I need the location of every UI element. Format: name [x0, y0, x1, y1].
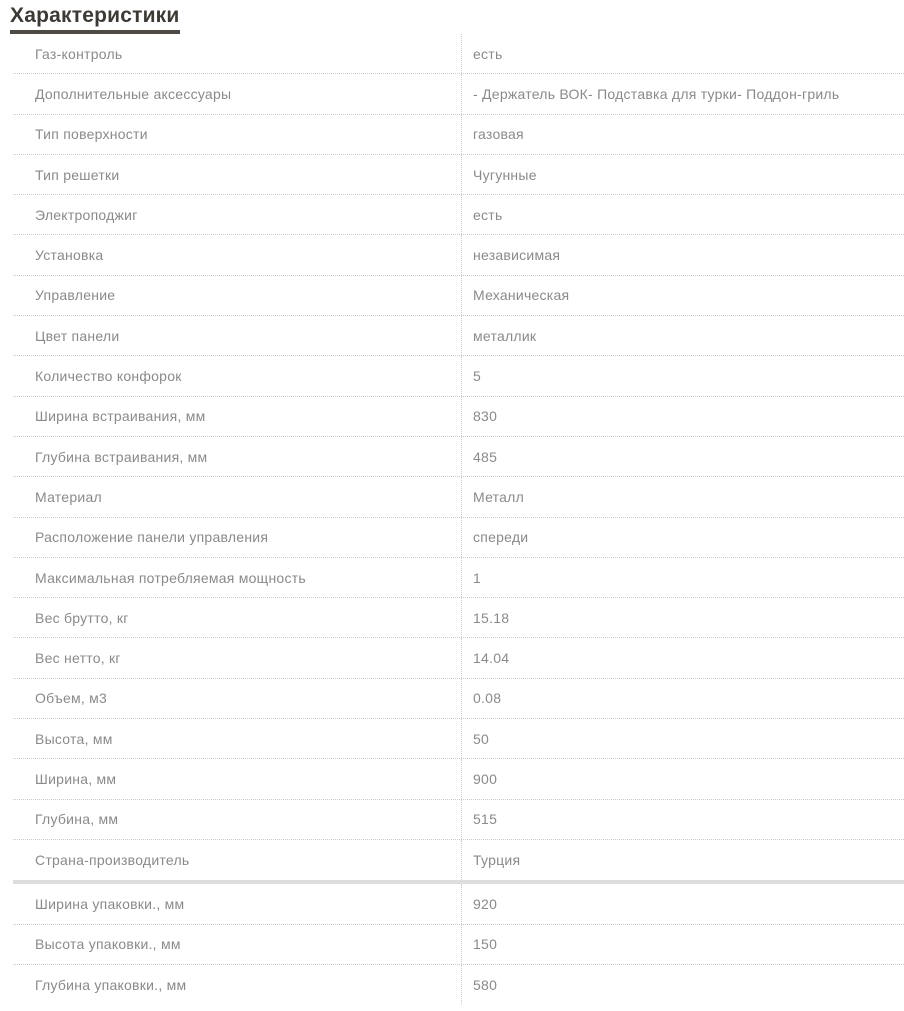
- spec-value: спереди: [461, 518, 904, 557]
- spec-label: Управление: [35, 287, 116, 304]
- spec-row: [13, 356, 904, 396]
- spec-label: Установка: [35, 247, 104, 264]
- spec-value: 900: [461, 759, 904, 798]
- spec-value: 15.18: [461, 598, 904, 637]
- spec-label: Высота, мм: [35, 730, 113, 747]
- spec-row: [13, 155, 904, 195]
- spec-row: [13, 477, 904, 517]
- spec-value: Металл: [461, 477, 904, 516]
- spec-label: Максимальная потребляемая мощность: [35, 569, 306, 586]
- spec-value: 150: [461, 925, 904, 964]
- spec-value: газовая: [461, 115, 904, 154]
- spec-group-main: [13, 34, 904, 884]
- spec-label: Количество конфорок: [35, 368, 182, 385]
- spec-value: есть: [461, 34, 904, 73]
- spec-value: 580: [461, 965, 904, 1005]
- spec-row: [13, 759, 904, 799]
- spec-row: [13, 965, 904, 1005]
- spec-value: 920: [461, 884, 904, 923]
- spec-row: [13, 115, 904, 155]
- spec-label: Вес брутто, кг: [35, 609, 129, 626]
- spec-row: [13, 840, 904, 880]
- spec-label: Ширина встраивания, мм: [35, 408, 206, 425]
- spec-value: 1: [461, 558, 904, 597]
- spec-label: Ширина упаковки., мм: [35, 895, 185, 912]
- spec-value: 485: [461, 437, 904, 476]
- spec-row: [13, 397, 904, 437]
- spec-row: [13, 34, 904, 74]
- spec-value: 50: [461, 719, 904, 758]
- spec-row: [13, 638, 904, 678]
- spec-label: Тип решетки: [35, 166, 120, 183]
- spec-row: [13, 276, 904, 316]
- spec-row: [13, 195, 904, 235]
- spec-row: [13, 719, 904, 759]
- spec-row: [13, 316, 904, 356]
- spec-row: [13, 598, 904, 638]
- spec-value: Турция: [461, 840, 904, 880]
- spec-value: Чугунные: [461, 155, 904, 194]
- spec-label: Объем, м3: [35, 690, 108, 707]
- spec-row: [13, 925, 904, 965]
- spec-group-packaging: [13, 884, 904, 1005]
- spec-label: Глубина встраивания, мм: [35, 448, 208, 465]
- spec-label: Ширина, мм: [35, 770, 117, 787]
- spec-value: 5: [461, 356, 904, 395]
- spec-label: Глубина, мм: [35, 811, 119, 828]
- spec-row: [13, 74, 904, 114]
- spec-label: Тип поверхности: [35, 126, 148, 143]
- spec-row: [13, 558, 904, 598]
- spec-value: - Держатель ВОК- Подставка для турки- Поддон-гриль: [461, 74, 904, 113]
- spec-label: Страна-производитель: [35, 852, 190, 869]
- spec-label: Газ-контроль: [35, 45, 123, 62]
- spec-value: есть: [461, 195, 904, 234]
- spec-value: 14.04: [461, 638, 904, 677]
- spec-row: [13, 800, 904, 840]
- spec-label: Дополнительные аксессуары: [35, 85, 232, 102]
- spec-label: Цвет панели: [35, 327, 120, 344]
- spec-label: Высота упаковки., мм: [35, 936, 181, 953]
- spec-value: независимая: [461, 235, 904, 274]
- spec-row: [13, 437, 904, 477]
- spec-label: Электроподжиг: [35, 206, 138, 223]
- spec-value: 830: [461, 397, 904, 436]
- spec-label: Материал: [35, 488, 102, 505]
- spec-label: Глубина упаковки., мм: [35, 976, 187, 993]
- specs-table: [13, 34, 904, 1005]
- spec-row: [13, 518, 904, 558]
- spec-row: [13, 884, 904, 924]
- spec-label: Расположение панели управления: [35, 529, 269, 546]
- page-title: Характеристики: [10, 4, 180, 34]
- spec-row: [13, 235, 904, 275]
- spec-value: 0.08: [461, 679, 904, 718]
- spec-value: 515: [461, 800, 904, 839]
- spec-value: Механическая: [461, 276, 904, 315]
- spec-row: [13, 679, 904, 719]
- spec-label: Вес нетто, кг: [35, 650, 121, 667]
- spec-value: металлик: [461, 316, 904, 355]
